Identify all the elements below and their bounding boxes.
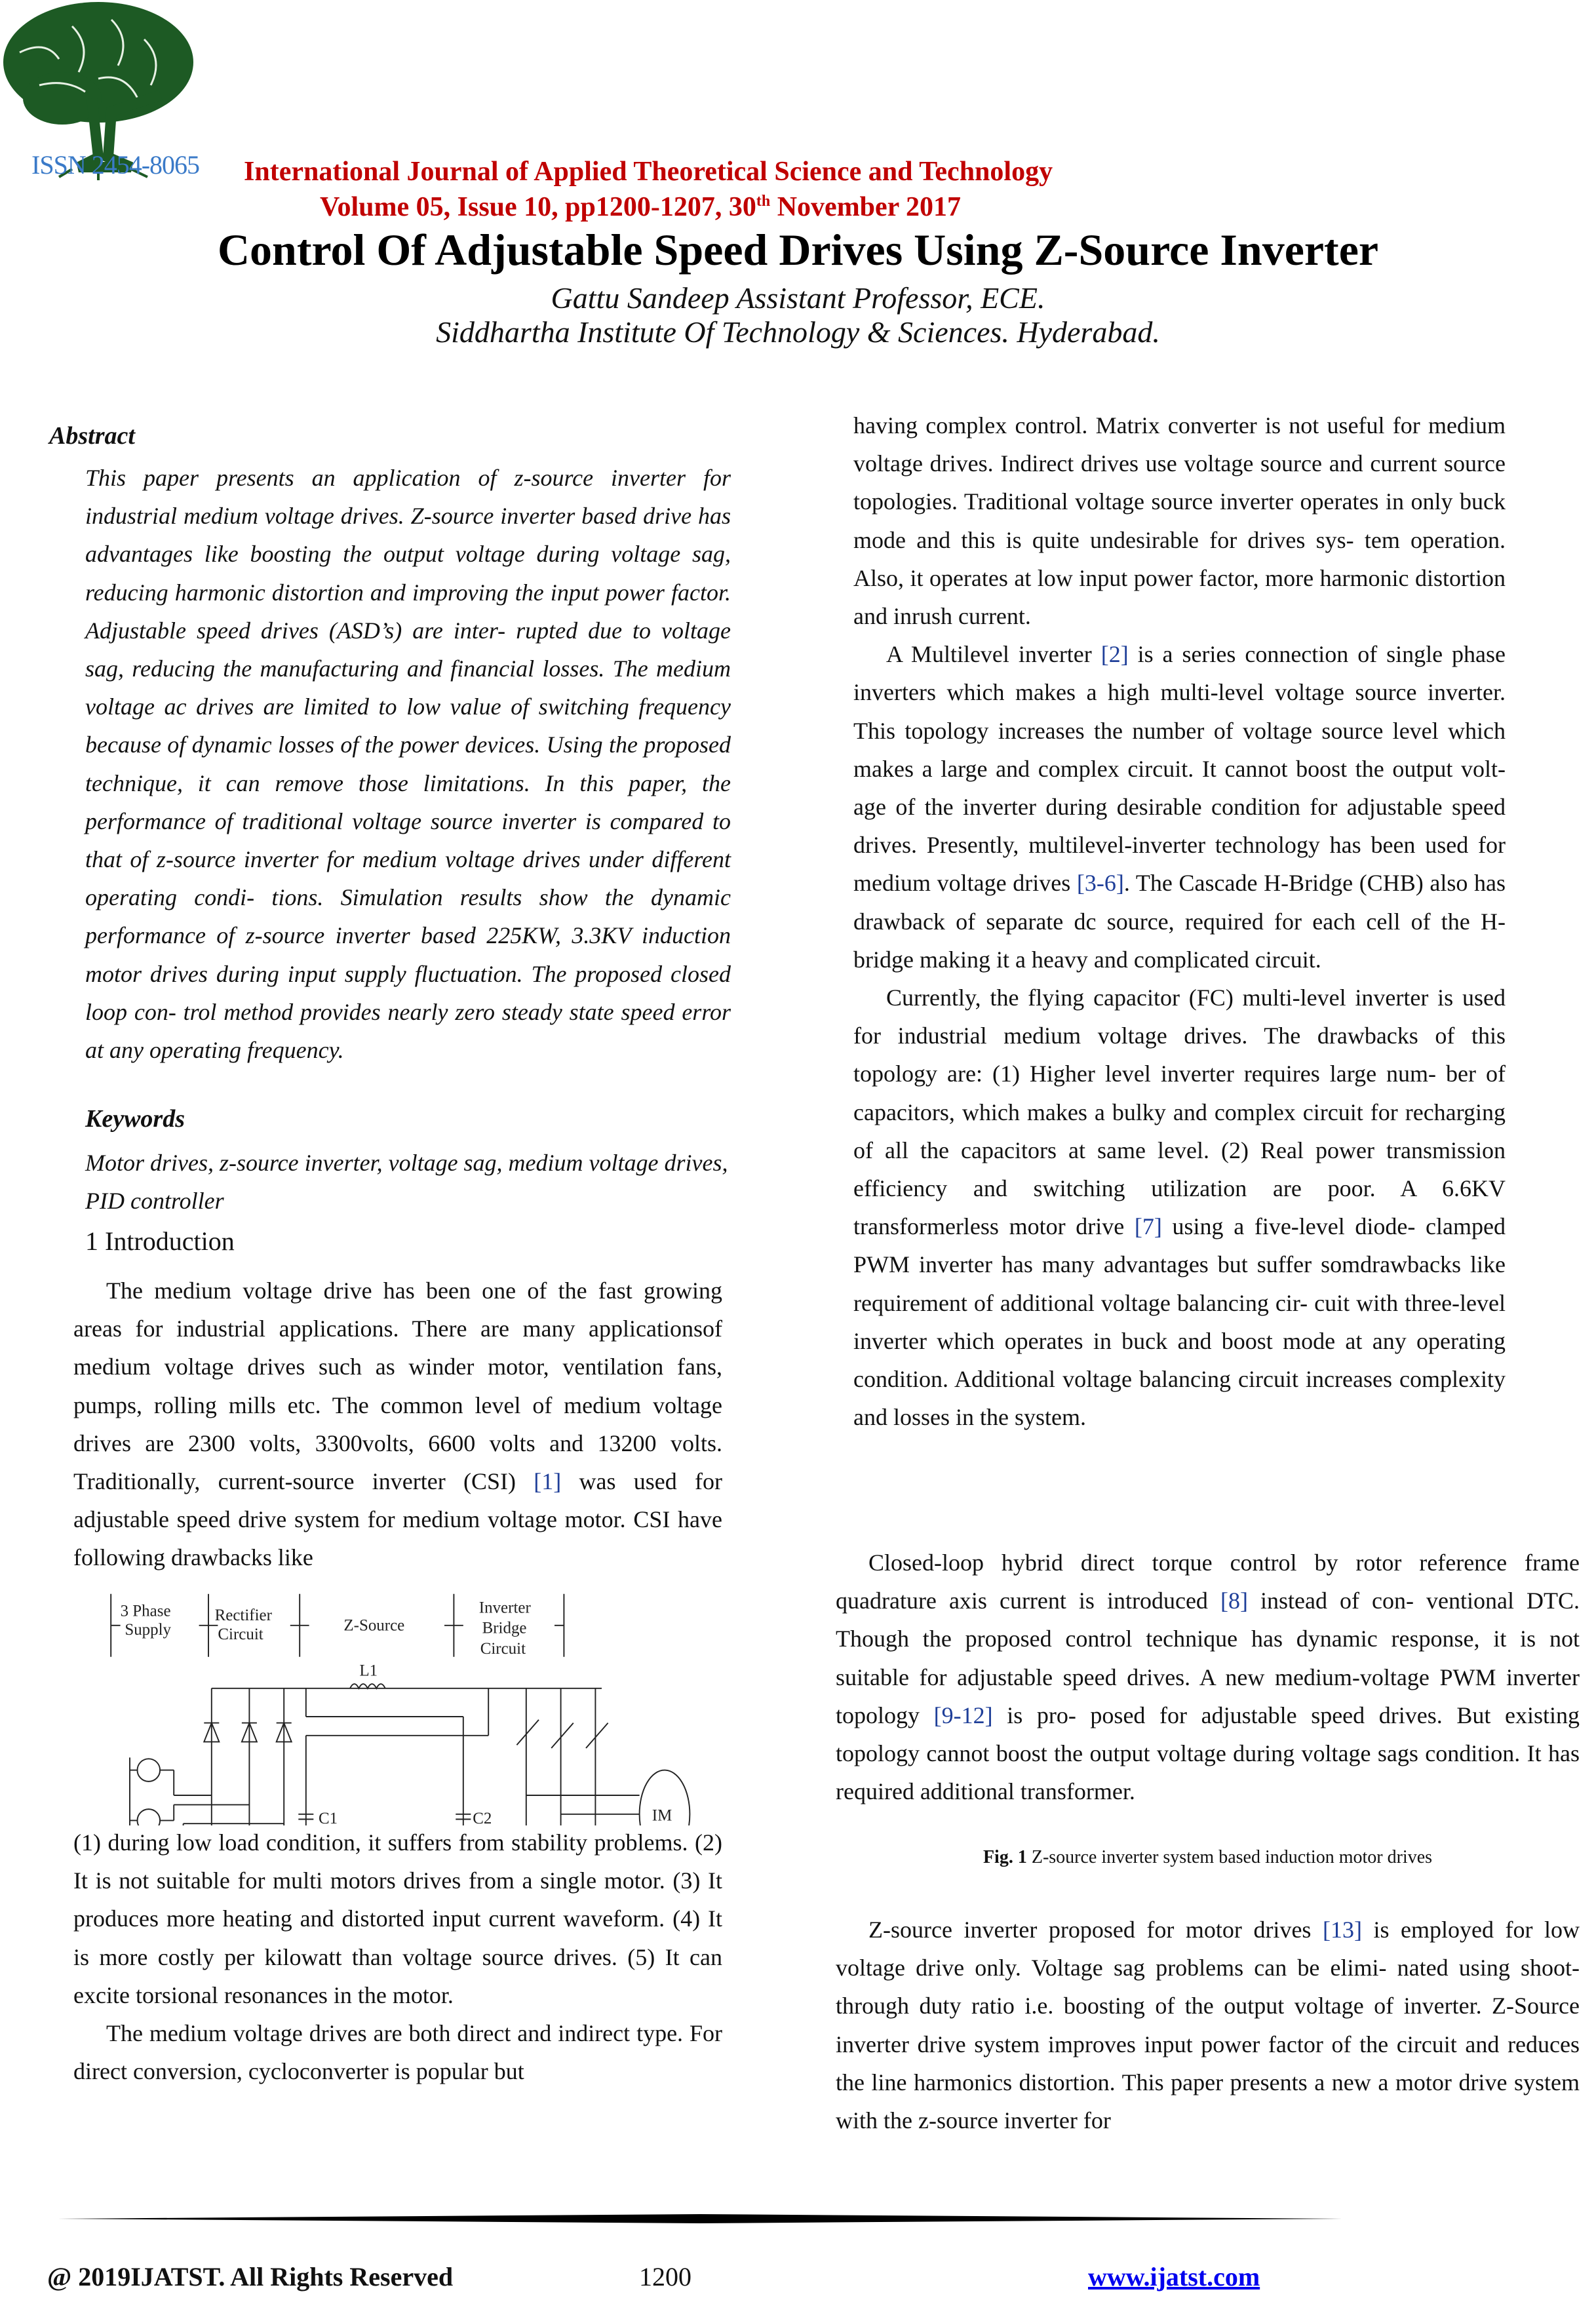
issn-label: ISSN 2454-8065	[31, 150, 200, 180]
citation-link[interactable]: [3-6]	[1076, 870, 1124, 897]
svg-text:Bridge: Bridge	[482, 1619, 527, 1637]
figure-caption: Fig. 1 Z-source inverter system based induction motor drives	[983, 1847, 1433, 1867]
citation-link[interactable]: [9-12]	[933, 1702, 993, 1728]
citation-link[interactable]: [1]	[534, 1468, 562, 1495]
svg-text:L1: L1	[359, 1662, 378, 1680]
svg-text:Rectifier: Rectifier	[214, 1607, 272, 1625]
affiliation: Siddhartha Institute Of Technology & Sciences. Hyderabad.	[436, 315, 1160, 349]
journal-name: International Journal of Applied Theoretical Science and Technology	[244, 157, 1053, 187]
circuit-diagram	[98, 1576, 728, 1825]
footer-divider	[58, 2214, 1342, 2223]
svg-text:Circuit: Circuit	[218, 1625, 263, 1643]
keywords-text: Motor drives, z-source inverter, voltage sag, medium voltage drives, PID controller	[85, 1150, 728, 1215]
citation-link[interactable]: [13]	[1322, 1917, 1362, 1943]
citation-link[interactable]: [2]	[1100, 641, 1129, 668]
svg-text:IM: IM	[652, 1806, 672, 1825]
footer-copyright: @ 2019IJATST. All Rights Reserved	[47, 2262, 454, 2291]
svg-text:Inverter: Inverter	[478, 1599, 531, 1617]
svg-text:Supply: Supply	[125, 1621, 172, 1639]
page-number: 1200	[639, 2262, 691, 2291]
intro-right-paragraph-4: Closed-loop hybrid direct torque control by rotor reference frame quadrature axis current is introduced [8] instead of con- ventional DTC. Though the proposed control technique has dynamic response, it is not suitable for adjustable speed drives. A new medium-voltage PWM inverter topology [9-12] is pro- posed for adjustable speed drives. But existing topology cannot boost the output voltage during voltage sags condition. It has required additional transformer.	[836, 1550, 1580, 1805]
abstract-text: This paper presents an application of z-source inverter for industrial medium voltage drives. Z-source inverter based drive has advantages like boosting the output voltage during voltage sag, reducing harmonic distortion and improving the input power factor. Adjustable speed drives (ASD’s) are inter- rupted due to voltage sag, reducing the manufacturing and financial losses. The medium voltage ac drives are limited to low value of switching frequency because of dynamic losses of the power devices. Using the proposed technique, it can remove those limitations. In this paper, the performance of traditional voltage source inverter is compared to that of z-source inverter for medium voltage drives under different operating condi- tions. Simulation results show the dynamic performance of z-source inverter based 225KW, 3.3KV induction motor drives during input supply fluctuation. The proposed closed loop con- trol method provides nearly zero steady state speed error at any operating frequency.	[85, 465, 731, 1064]
abstract-heading: Abstract	[49, 422, 135, 450]
section-heading-introduction: 1 Introduction	[85, 1226, 235, 1256]
svg-text:C2: C2	[473, 1810, 492, 1825]
keywords-heading: Keywords	[85, 1105, 185, 1133]
intro-paragraph-1: The medium voltage drive has been one of the fast growing areas for industrial applications. There are many applicationsof medium voltage drives such as winder motor, ventilation fans, pumps, rolling mills etc. The common level of medium voltage drives are 2300 volts, 3300volts, 6600 volts and 13200 volts. Traditionally, current-source inverter (CSI) [1] was used for adjustable speed drive system for medium voltage motor. CSI have following drawbacks like	[73, 1277, 723, 1571]
svg-text:C1: C1	[319, 1810, 338, 1825]
citation-link[interactable]: [7]	[1134, 1213, 1162, 1240]
author: Gattu Sandeep Assistant Professor, ECE.	[551, 281, 1045, 315]
intro-right-paragraph-5: Z-source inverter proposed for motor drives [13] is employed for low voltage drive only. Voltage sag problems can be elimi- nated using shoot-through duty ratio i.e. boosting of the output voltage of inverter. Z-Source inverter drive system improves input power factor of the circuit and reduces the line harmonics distortion. This paper presents a new a motor drive system with the z-source inverter for	[836, 1917, 1580, 2134]
intro-paragraph-2: (1) during low load condition, it suffers from stability problems. (2) It is not suitable for multi motors drives from a single motor. (3) It produces more heating and distorted input current waveform. (4) It is more costly per kilowatt than voltage source drives. (5) It can excite torsional resonances in the motor. The medium voltage drives are both direct and indirect type. For direct conversion, cycloconverter is popular but	[73, 1829, 722, 2085]
citation-link[interactable]: [8]	[1220, 1588, 1248, 1614]
volume-info: Volume 05, Issue 10, pp1200-1207, 30th November 2017	[320, 192, 962, 222]
svg-text:Circuit: Circuit	[480, 1640, 526, 1658]
paper-title: Control Of Adjustable Speed Drives Using Z-Source Inverter	[217, 225, 1379, 275]
intro-right-column: having complex control. Matrix converter is not useful for medium voltage drives. Indirect drives use voltage source and current source topologies. Traditional voltage source inverter operates in only buck mode and this is quite undesirable for drives sys- tem operation. Also, it operates at low input power factor, more harmonic distortion and inrush current. A Multilevel inverter [2] is a series connection of single phase inverters which makes a high multi-level voltage source inverter. This topology increases the number of voltage source level which makes a large and complex circuit. It cannot boost the output volt- age of the inverter during desirable condition for adjustable speed drives. Presently, multilevel-inverter technology has been used for medium voltage drives [3-6]. The Cascade H-Bridge (CHB) also has drawback of separate dc source, required for each cell of the H-bridge making it a heavy and complicated circuit. Currently, the flying capacitor (FC) multi-level inverter is used for industrial medium voltage drives. The drawbacks of this topology are: (1) Higher level inverter requires large num- ber of capacitors, which makes a bulky and complex circuit for recharging of all the capacitors at same level. (2) Real power transmission efficiency and switching utilization are poor. A 6.6KV transformerless motor drive [7] using a five-level diode- clamped PWM inverter has many advantages but suffer somdrawbacks like requirement of additional voltage balancing cir- cuit with three-level inverter which operates in buck and boost mode at any operating condition. Additional voltage balancing circuit increases complexity and losses in the system.	[853, 412, 1506, 1431]
svg-text:Z-Source: Z-Source	[343, 1616, 405, 1635]
journal-website-link[interactable]: www.ijatst.com	[1088, 2262, 1260, 2291]
svg-text:3 Phase: 3 Phase	[120, 1602, 171, 1620]
